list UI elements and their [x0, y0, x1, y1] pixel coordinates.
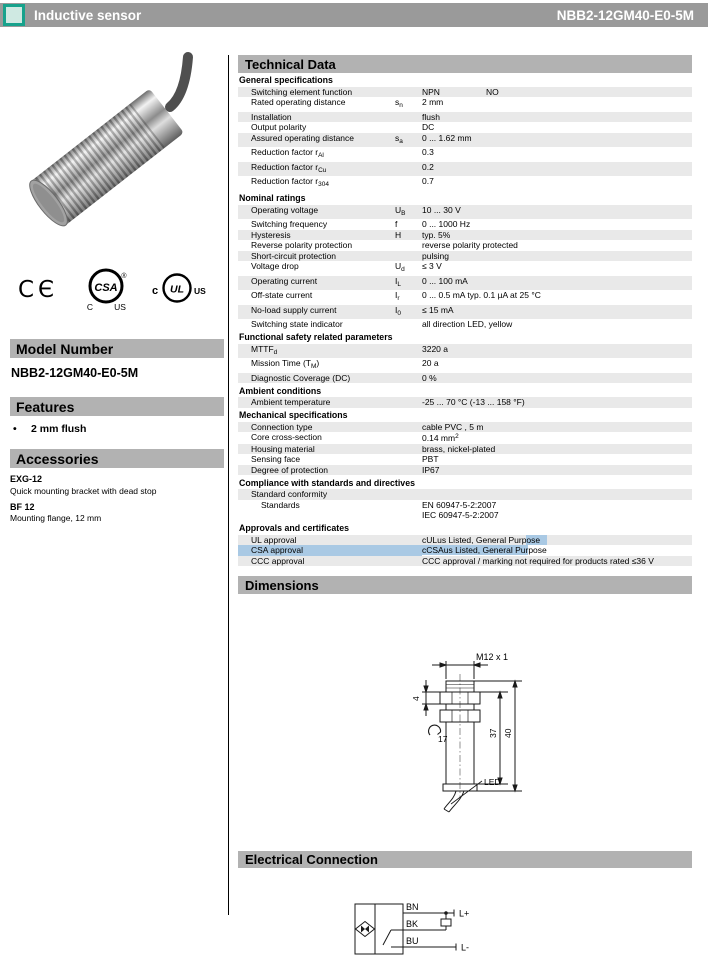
spec-row — [238, 397, 692, 408]
spec-value: IP67 — [422, 464, 440, 475]
spec-symbol — [395, 500, 422, 521]
spec-symbol — [395, 122, 422, 133]
spec-value: 2 mm — [422, 97, 444, 107]
spec-label: CCC approval — [251, 555, 305, 566]
accessory-name: BF 12 — [10, 501, 35, 512]
spec-symbol: $I_0$ — [395, 304, 401, 317]
spec-row — [238, 500, 692, 521]
certification-logos — [0, 259, 226, 321]
header-model-number: NBB2-12GM40-E0-5M — [556, 7, 694, 23]
spec-symbol: $U_B$ — [395, 204, 406, 217]
spec-section-title: Ambient conditions — [239, 385, 322, 396]
svg-text:c: c — [152, 285, 159, 297]
spec-symbol: H — [395, 229, 402, 240]
spec-row — [238, 261, 692, 276]
spec-label: Output polarity — [251, 122, 307, 132]
column-divider-line — [228, 55, 229, 915]
spec-symbol — [395, 176, 422, 191]
svg-text:US: US — [114, 302, 127, 312]
feature-item — [10, 423, 224, 435]
spec-row — [238, 432, 692, 444]
ce-mark-icon: CЄ — [18, 277, 59, 303]
spec-label: Diagnostic Coverage (DC) — [251, 372, 351, 383]
spec-row — [238, 454, 692, 465]
spec-label: Voltage drop — [251, 261, 299, 271]
accessory-description: Quick mounting bracket with dead stop — [10, 485, 157, 496]
spec-symbol — [395, 251, 422, 262]
spec-label: $MTTF_d$ — [251, 343, 278, 356]
spec-symbol — [395, 112, 422, 123]
spec-symbol — [395, 489, 422, 500]
spec-value: cable PVC , 5 m — [422, 421, 484, 432]
spec-symbol: $U_d$ — [395, 261, 405, 273]
spec-label: Switching element function — [251, 86, 353, 97]
right-column — [238, 55, 692, 972]
spec-label: Switching frequency — [251, 219, 328, 229]
spec-symbol — [395, 373, 422, 384]
product-type-title: Inductive sensor — [34, 7, 142, 23]
spec-value: 0 ... 100 mA — [422, 275, 468, 286]
spec-symbol: $I_r$ — [395, 290, 400, 302]
spec-row — [238, 465, 692, 476]
spec-label: Reduction factor $r_{304}$ — [251, 176, 329, 188]
spec-value: NPN NO — [422, 86, 499, 97]
spec-symbol — [395, 240, 422, 251]
spec-row — [238, 133, 692, 148]
spec-label: Core cross-section — [251, 432, 322, 442]
spec-value: flush — [422, 111, 440, 122]
model-number-value: NBB2-12GM40-E0-5M — [11, 366, 139, 380]
sensor-photo-illustration — [0, 55, 226, 245]
wrench-size-label: 17 — [438, 733, 448, 744]
cul-us-mark-icon — [150, 271, 212, 309]
spec-row — [238, 422, 692, 433]
spec-row — [238, 319, 692, 330]
spec-label: Standard conformity — [251, 489, 328, 499]
spec-value: EN 60947-5-2:2007 IEC 60947-5-2:2007 — [422, 499, 499, 520]
spec-row — [238, 489, 692, 500]
spec-row — [238, 444, 692, 455]
spec-symbol — [395, 147, 422, 162]
spec-value: PBT — [422, 454, 439, 464]
spec-section-title: Compliance with standards and directives — [239, 477, 415, 488]
spec-row — [238, 276, 692, 291]
page-header-bar — [0, 3, 708, 27]
led-label: LED — [484, 776, 501, 787]
spec-value: cULus Listed, General Purpose — [422, 534, 548, 545]
spec-value: brass, nickel-plated — [422, 443, 496, 454]
spec-symbol: f — [395, 219, 398, 229]
spec-value: typ. 5% — [422, 229, 451, 240]
spec-label: Reduction factor $r_{Cu}$ — [251, 161, 327, 174]
spec-label: CSA approval — [238, 545, 395, 556]
spec-symbol — [395, 358, 422, 373]
spec-row — [238, 290, 692, 305]
spec-symbol — [395, 454, 422, 465]
spec-section-title: Mechanical specifications — [239, 410, 348, 420]
spec-symbol — [395, 545, 422, 556]
spec-value: all direction LED, yellow — [422, 319, 513, 329]
spec-row — [238, 373, 692, 384]
spec-row — [238, 87, 692, 98]
spec-section-title: Approvals and certificates — [239, 523, 349, 533]
spec-value: cCSAus Listed, General Purpose — [422, 545, 547, 555]
nut-height-label: 4 — [411, 695, 421, 701]
spec-row — [238, 162, 692, 177]
spec-value — [422, 489, 692, 500]
feature-text: 2 mm flush — [31, 423, 87, 435]
spec-value: DC — [422, 122, 435, 132]
wire-bu-label: BU — [406, 936, 419, 946]
spec-label: Off-state current — [251, 290, 313, 300]
sensor-cable — [170, 57, 188, 107]
spec-value: 3220 a — [422, 343, 448, 354]
product-photo — [0, 55, 226, 245]
spec-value: ≤ 15 mA — [422, 304, 454, 315]
accessory-description: Mounting flange, 12 mm — [10, 513, 102, 523]
spec-symbol — [395, 422, 422, 433]
spec-row — [238, 97, 692, 112]
spec-symbol — [395, 162, 422, 177]
dimension-drawing — [388, 634, 638, 839]
spec-label: No-load supply current — [251, 304, 337, 315]
spec-value: CCC approval / marking not required for products rated ≤36 V — [422, 555, 654, 566]
spec-label: Rated operating distance — [251, 97, 346, 107]
spec-row — [238, 205, 692, 220]
spec-label: Connection type — [251, 421, 313, 432]
spec-symbol — [395, 465, 422, 476]
spec-label: Reverse polarity protection — [251, 240, 353, 250]
svg-text:®: ® — [121, 273, 127, 280]
spec-row — [238, 358, 692, 373]
spec-value: 0 ... 1.62 mm — [422, 132, 472, 143]
brand-square-icon — [3, 4, 25, 26]
model-number-section-title: Model Number — [10, 339, 224, 358]
accessory-name: EXG-12 — [10, 474, 43, 484]
spec-label: Assured operating distance — [251, 132, 355, 143]
spec-label: Short-circuit protection — [251, 250, 337, 261]
spec-row — [238, 556, 692, 567]
spec-value: reverse polarity protected — [422, 240, 518, 250]
spec-label: Installation — [251, 111, 292, 122]
spec-symbol — [395, 397, 422, 408]
spec-value: pulsing — [422, 250, 449, 261]
length-37-label: 37 — [488, 728, 498, 738]
spec-section-title: Functional safety related parameters — [239, 332, 393, 342]
wire-bn-label: BN — [406, 902, 419, 912]
spec-symbol — [395, 535, 422, 546]
left-column — [0, 55, 226, 523]
spec-symbol — [395, 344, 422, 359]
spec-label: Reduction factor $r_{Al}$ — [251, 147, 324, 159]
spec-label: Operating voltage — [251, 204, 319, 215]
electrical-connection-section-title: Electrical Connection — [238, 851, 692, 869]
spec-value: 0.7 — [422, 176, 434, 186]
svg-text:C: C — [87, 302, 94, 312]
svg-text:UL: UL — [170, 283, 185, 296]
spec-label: Housing material — [251, 443, 315, 454]
spec-label: Standards — [261, 499, 300, 510]
spec-value: 0 ... 0.5 mA typ. 0.1 µA at 25 °C — [422, 290, 541, 300]
svg-text:US: US — [194, 286, 206, 296]
spec-section-title: General specifications — [239, 75, 333, 85]
wire-bk-label: BK — [406, 919, 419, 929]
length-40-label: 40 — [503, 728, 513, 738]
spec-symbol: $I_L$ — [395, 275, 401, 288]
spec-symbol: $s_a$ — [395, 132, 403, 145]
spec-symbol — [395, 319, 422, 330]
terminal-lplus-label: L+ — [459, 908, 470, 919]
spec-symbol: $s_n$ — [395, 97, 403, 109]
bullet-icon: • — [13, 423, 17, 435]
thread-dimension-label: M12 x 1 — [476, 651, 509, 662]
spec-row — [238, 251, 692, 262]
spec-symbol — [395, 87, 422, 98]
spec-value-secondary: NO — [485, 86, 499, 97]
technical-data-section-title: Technical Data — [238, 55, 692, 73]
spec-row — [238, 535, 692, 546]
spec-row — [238, 230, 692, 241]
spec-value: 0 % — [422, 372, 437, 383]
spec-symbol — [395, 444, 422, 455]
svg-text:CSA: CSA — [94, 282, 118, 294]
spec-row — [238, 112, 692, 123]
spec-symbol — [395, 556, 422, 567]
spec-label: Degree of protection — [251, 464, 329, 475]
spec-row — [238, 545, 692, 556]
spec-row — [238, 219, 692, 230]
spec-section-title: Nominal ratings — [239, 193, 306, 203]
spec-label: Hysteresis — [251, 229, 291, 240]
spec-row — [238, 176, 692, 191]
spec-label: UL approval — [251, 534, 297, 545]
dimensions-section-title: Dimensions — [238, 576, 692, 594]
spec-value: 0.2 — [422, 161, 434, 172]
spec-row — [238, 305, 692, 320]
spec-row — [238, 147, 692, 162]
spec-row — [238, 122, 692, 133]
spec-label: Mission Time $(T_M)$ — [251, 358, 320, 370]
spec-value: ≤ 3 V — [422, 261, 442, 271]
features-section-title: Features — [10, 397, 224, 416]
spec-value: -25 ... 70 °C (-13 ... 158 °F) — [422, 397, 525, 407]
spec-label: Switching state indicator — [251, 319, 343, 329]
spec-value: 0 ... 1000 Hz — [422, 219, 471, 229]
accessories-section-title: Accessories — [10, 449, 224, 468]
technical-data-table — [238, 73, 692, 567]
csa-mark-icon — [84, 266, 130, 314]
terminal-lminus-label: L- — [461, 942, 470, 953]
spec-row — [238, 344, 692, 359]
spec-row — [238, 240, 692, 251]
spec-value: 20 a — [422, 358, 439, 368]
spec-value: 0.3 — [422, 147, 434, 157]
spec-symbol — [395, 432, 422, 444]
spec-value: 0.14 $mm^2$ — [422, 433, 459, 443]
spec-value: 10 ... 30 V — [422, 204, 461, 215]
wiring-diagram — [330, 894, 590, 972]
spec-label: Ambient temperature — [251, 397, 331, 407]
spec-label: Operating current — [251, 275, 318, 286]
spec-label: Sensing face — [251, 454, 301, 464]
